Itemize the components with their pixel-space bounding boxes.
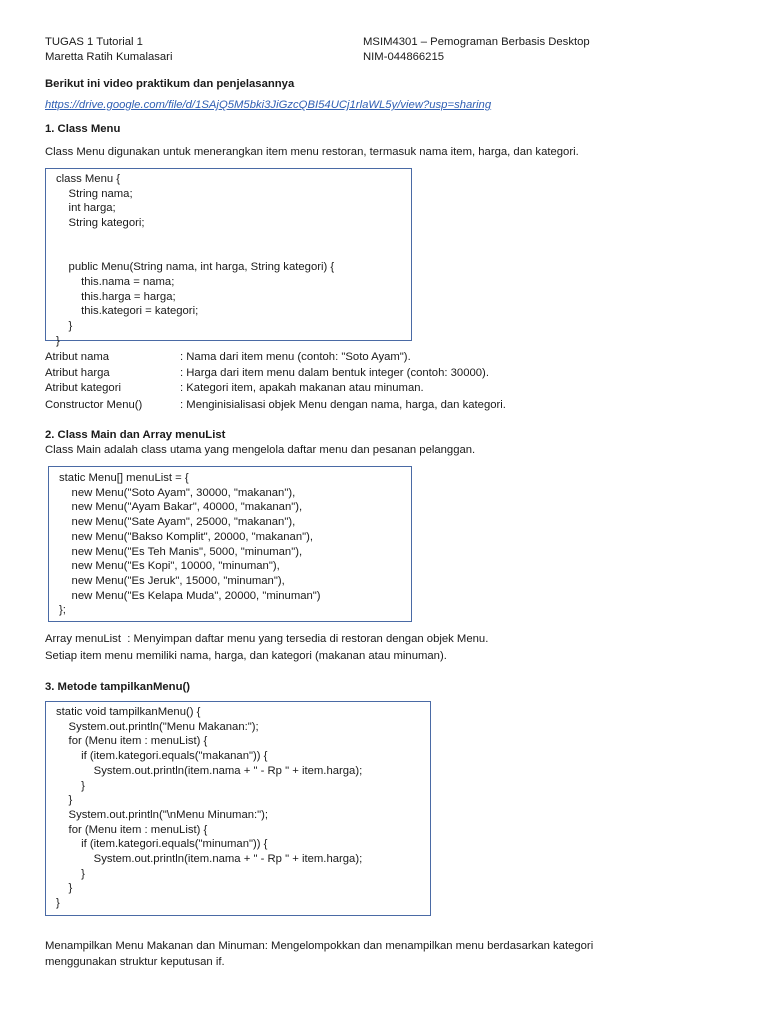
code-box-tampilkanmenu [45, 701, 431, 916]
header-student-id: NIM-044866215 [363, 51, 445, 63]
attribute-row [45, 381, 605, 396]
video-link[interactable]: https://drive.google.com/file/d/1SAjQ5M5bki3JiGzcQBI54UCj1rlaWL5y/view?usp=sharing [45, 99, 492, 111]
code-menulist: static Menu[] menuList = { new Menu("Soto Ayam", 30000, "makanan"), new Menu("Ayam Bakar", 40000, "makanan"), new Menu("Sate Ayam", 25000, "makanan"), new Menu("Bakso Komplit", 20000, "makanan"), new Menu("Es Teh Manis", 5000, "minuman"), new Menu("Es Kopi", 10000, "minuman"), new Menu("Es Jeruk", 15000, "minuman"), new Menu("Es Kelapa Muda", 20000, "minuman") }; [59, 472, 321, 617]
header-course-code: MSIM4301 – Pemograman Berbasis Desktop [363, 36, 590, 48]
section2-heading: 2. Class Main dan Array menuList [45, 429, 226, 441]
attribute-key: Atribut harga [45, 367, 110, 379]
attribute-row [45, 350, 605, 365]
attribute-value: : Menginisialisasi objek Menu dengan nama, harga, dan kategori. [180, 399, 506, 411]
attribute-value: : Kategori item, apakah makanan atau minuman. [180, 382, 424, 394]
attribute-key: Atribut kategori [45, 382, 121, 394]
intro-heading: Berikut ini video praktikum dan penjelasannya [45, 78, 295, 90]
section1-heading: 1. Class Menu [45, 123, 121, 135]
attribute-row [45, 398, 605, 413]
section2-note-line2: Setiap item menu memiliki nama, harga, dan kategori (makanan atau minuman). [45, 650, 447, 662]
header-course-left: TUGAS 1 Tutorial 1 [45, 36, 143, 48]
attribute-key: Atribut nama [45, 351, 110, 363]
code-box-menulist [48, 466, 412, 622]
section2-description: Class Main adalah class utama yang mengelola daftar menu dan pesanan pelanggan. [45, 444, 476, 456]
section3-note-line2: menggunakan struktur keputusan if. [45, 956, 225, 968]
section3-heading: 3. Metode tampilkanMenu() [45, 681, 190, 693]
attribute-value: : Harga dari item menu dalam bentuk integer (contoh: 30000). [180, 367, 489, 379]
section2-note-line1: Array menuList : Menyimpan daftar menu yang tersedia di restoran dengan objek Menu. [45, 633, 489, 645]
attribute-key: Constructor Menu() [45, 399, 143, 411]
header-student-name: Maretta Ratih Kumalasari [45, 51, 173, 63]
section1-description: Class Menu digunakan untuk menerangkan item menu restoran, termasuk nama item, harga, dan kategori. [45, 146, 579, 158]
code-class-menu: class Menu { String nama; int harga; String kategori; public Menu(String nama, int harga, String kategori) { this.nama = nama; this.harga = harga; this.kategori = kategori; } } [56, 173, 335, 347]
section3-note-line1: Menampilkan Menu Makanan dan Minuman: Mengelompokkan dan menampilkan menu berdasarkan kategori [45, 940, 594, 952]
attribute-value: : Nama dari item menu (contoh: "Soto Ayam"). [180, 351, 411, 363]
attribute-row [45, 366, 605, 381]
code-box-class-menu [45, 168, 412, 347]
code-tampilkanmenu: static void tampilkanMenu() { System.out.println("Menu Makanan:"); for (Menu item : menuList) { if (item.kategori.equals("makanan")) { System.out.println(item.nama + " - Rp " + item.harga); } } System.out.println("\nMenu Minuman:"); for (Menu item : menuList) { if (item.kategori.equals("minuman")) { System.out.println(item.nama + " - Rp " + item.harga); } } } [56, 706, 363, 910]
